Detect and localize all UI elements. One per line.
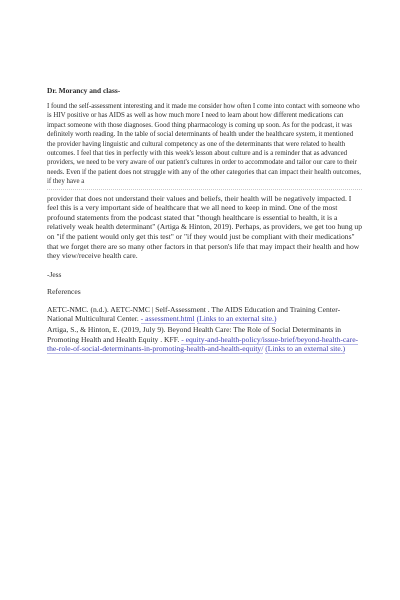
external-site-link[interactable]: (Links to an external site.) [196,314,277,324]
post-signature: -Jess [47,269,62,279]
references-heading: References [47,286,81,296]
reference-link[interactable]: - equity-and-health-policy/issue-brief/beyond-health-care-the-role-of-social-determinants-in-promoting-health-and-health-equity/ [47,334,359,354]
reference-item-1 [47,305,362,324]
discussion-post [47,86,362,355]
post-paragraph-part2: provider that does not understand their values and beliefs, their health will be negatively impacted. I feel this is a very important side of healthcare that we all need to keep in mind. One of the most profound statements from the podcast stated that "though healthcare is essential to health, it is a relatively weak health determinant" (Artiga & Hinton, 2019). Perhaps, as providers, we get too hung up on "if the patient would only get this test" or "if they would just be compliant with their medications" that we forget there are so many other factors in that person's life that may impact their health and how they view/receive health care. [47,193,362,261]
reference-text: Artiga, S., & Hinton, E. (2019, July 9). Beyond Health Care: The Role of Social Determinants in Promoting Health and Health Equity . KFF. [47,325,342,344]
page-break [47,189,362,191]
external-site-link[interactable]: (Links to an external site.) [265,344,346,354]
reference-link[interactable]: - assessment.html [140,314,195,324]
post-paragraph-part1: I found the self-assessment interesting and it made me consider how often I come into contact with someone who is HIV positive or has AIDS as well as how much more I need to learn about how different medications can impact someone with those diagnoses. Good thing pharmacology is coming up soon. As for the podcast, it was definitely worth reading. In the table of social determinants of health under the healthcare system, it mentioned the provider having linguistic and cultural competency as one of the determinants that were related to health outcomes. I feel that ties in perfectly with this week's lesson about culture and is a reminder that as advanced providers, we need to be very aware of our patient's cultures in order to accommodate and tailor our care to their needs. Even if the patient does not struggle with any of the other categories that can impact their health outcomes, if they have a [47,103,361,186]
reference-text: AETC-NMC. (n.d.). AETC-NMC | Self-Assessment . The AIDS Education and Training Center-National Multicultural Center. [47,304,341,324]
reference-item-2 [47,325,362,354]
post-greeting: Dr. Morancy and class- [47,86,121,95]
